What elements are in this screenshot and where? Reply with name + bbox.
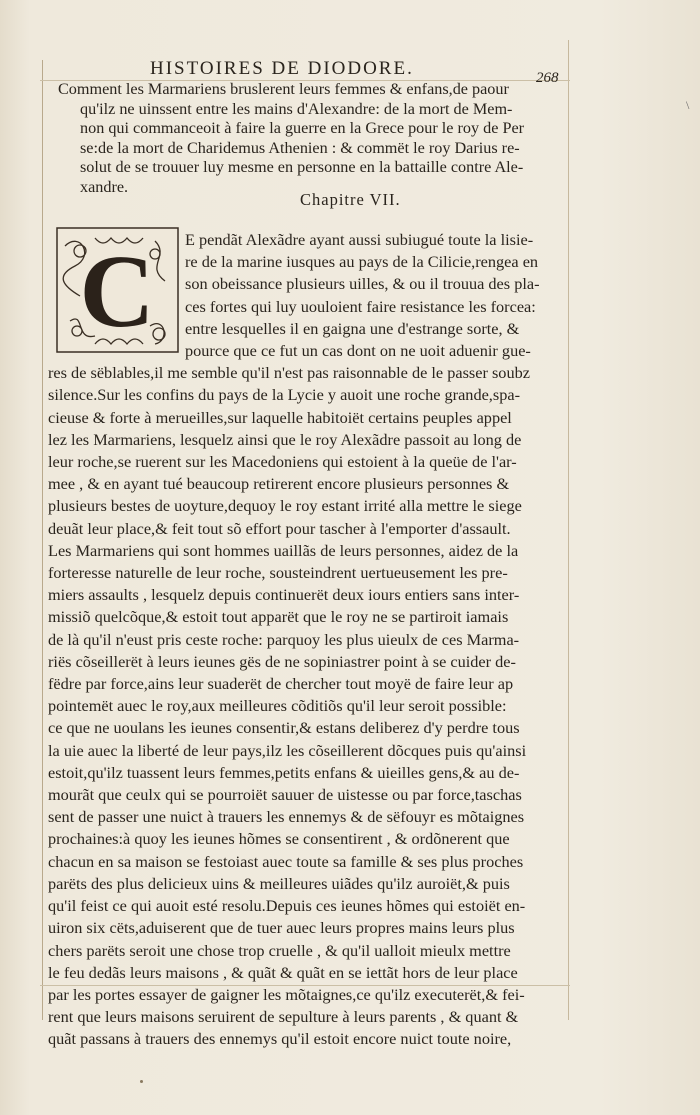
text-line: pource que ce fut un cas dont on ne uoit aduenir gue- bbox=[185, 341, 531, 361]
text-line: la uie auec la liberté de leur pays,ilz les cõseillerent dõcques puis qu'ainsi bbox=[48, 740, 527, 760]
summary-line: non qui commanceoit à faire la guerre en la Grece pour le roy de Per bbox=[80, 119, 525, 138]
text-line: fëdre par force,ains leur suaderët de chercher tout moyë de faire leur ap bbox=[48, 674, 514, 694]
text-line: pointemët auec le roy,aux meilleures cõditiõs qu'il leur seroit possible: bbox=[48, 696, 507, 716]
chapter-summary bbox=[58, 80, 568, 198]
text-line: lez les Marmariens, lesquelz ainsi que le roy Alexãdre passoit au long de bbox=[48, 429, 522, 449]
text-line: rent que leurs maisons seruirent de sepulture à leurs parents , & quant & bbox=[48, 1007, 519, 1027]
summary-line: xandre. bbox=[80, 177, 129, 196]
body-text bbox=[48, 229, 566, 1051]
summary-line: se:de la mort de Charidemus Athenien : & commët le roy Darius re- bbox=[80, 138, 520, 157]
text-line: prochaines:à quoy les ieunes hõmes se consentirent , & ordõnerent que bbox=[48, 829, 510, 849]
text-line: mee , & en ayant tué beaucoup retirerent encore plusieurs personnes & bbox=[48, 474, 510, 494]
paper-speck bbox=[140, 1080, 143, 1083]
text-line: re de la marine iusques au pays de la Cilicie,rengea en bbox=[185, 252, 539, 272]
text-line: riës cõseillerët à leurs ieunes gës de ne sopiniastrer point à se cuider de- bbox=[48, 651, 516, 671]
page-number: 268 bbox=[536, 70, 559, 86]
text-line: mourãt que ceulx qui se pourroiët sauuer de uistesse ou par force,taschas bbox=[48, 785, 522, 805]
text-line: entre lesquelles il en gaigna une d'estrange sorte, & bbox=[185, 318, 520, 338]
left-margin-rule bbox=[42, 60, 43, 1020]
text-line: missiõ quelcõque,& estoit tout apparët que le roy ne se partiroit iamais bbox=[48, 607, 509, 627]
text-line: qu'il feist ce qui auoit esté resolu.Depuis ces ieunes hõmes qui estoiët en- bbox=[48, 896, 526, 916]
initial-letter: C bbox=[79, 234, 155, 349]
text-line: res de sëblables,il me semble qu'il n'est pas raisonnable de le passer soubz bbox=[48, 363, 530, 383]
text-line: chacun en sa maison se festoiast auec toute sa famille & ses plus proches bbox=[48, 851, 524, 871]
text-line: parëts des plus delicieux uins & meilleures uiãdes qu'ilz auroiët,& puis bbox=[48, 873, 510, 893]
text-line: ces fortes qui luy uouloient faire resistance les forcea: bbox=[185, 296, 536, 316]
summary-line: qu'ilz ne uinssent entre les mains d'Alexandre: de la mort de Mem- bbox=[80, 99, 513, 118]
summary-line: Comment les Marmariens bruslerent leurs femmes & enfans,de paour bbox=[58, 80, 509, 98]
running-head: HISTOIRES DE DIODORE. bbox=[150, 58, 414, 79]
text-line: forteresse naturelle de leur roche, sousteindrent uertueusement les pre- bbox=[48, 563, 508, 583]
text-line: deuãt leur place,& feit tout sõ effort pour tascher à l'emporter d'assault. bbox=[48, 518, 511, 538]
margin-mark: \ bbox=[686, 98, 690, 112]
text-line: par les portes essayer de gaigner les mõtaignes,ce qu'ilz executerët,& fei- bbox=[48, 984, 525, 1004]
text-line: le feu dedãs leurs maisons , & quãt & quãt en se iettãt hors de leur place bbox=[48, 962, 518, 982]
right-margin-rule bbox=[568, 40, 569, 1020]
text-line: estoit,qu'ilz tuassent leurs femmes,petits enfans & uieilles gens,& au de- bbox=[48, 762, 520, 782]
text-line: miers assaults , lesquelz depuis continuerët deux iours entiers sans inter- bbox=[48, 585, 520, 605]
chapter-heading: Chapitre VII. bbox=[300, 190, 401, 209]
text-line: silence.Sur les confins du pays de la Lycie y auoit une roche grande,spa- bbox=[48, 385, 521, 405]
text-line: quãt passans à trauers des ennemys qu'il estoit encore nuict toute noire, bbox=[48, 1029, 512, 1049]
text-line: son obeissance plusieurs uilles, & ou il trouua des pla- bbox=[185, 274, 540, 294]
text-line: sent de passer une nuict à trauers les ennemys & de sëfouyr es mõtaignes bbox=[48, 807, 525, 827]
text-line: uiron six cëts,aduiserent que de tuer auec leurs propres mains leurs plus bbox=[48, 918, 515, 938]
text-line: de là qu'il n'eust pris ceste roche: parquoy les plus uieulx de ces Marma- bbox=[48, 629, 520, 649]
text-line: Les Marmariens qui sont hommes uaillãs de leurs personnes, aidez de la bbox=[48, 540, 519, 560]
text-line: ce que ne uoulans les ieunes consentir,& estans deliberez d'y perdre tous bbox=[48, 718, 520, 738]
text-line: E pendãt Alexãdre ayant aussi subiugué toute la lisie- bbox=[185, 230, 534, 249]
text-line: cieuse & forte à merueilles,sur laquelle habitoiët certains peuples appel bbox=[48, 407, 512, 427]
text-line: chers parëts seroit une chose trop cruelle , & qu'il ualloit mieulx mettre bbox=[48, 940, 511, 960]
text-line: leur roche,se ruerent sur les Macedoniens qui estoient à la queüe de l'ar- bbox=[48, 452, 517, 472]
text-line: plusieurs bestes de uoyture,dequoy le roy estant irrité alla mettre le siege bbox=[48, 496, 522, 516]
summary-line: solut de se trouuer luy mesme en personne en la battaille contre Ale- bbox=[80, 158, 524, 177]
